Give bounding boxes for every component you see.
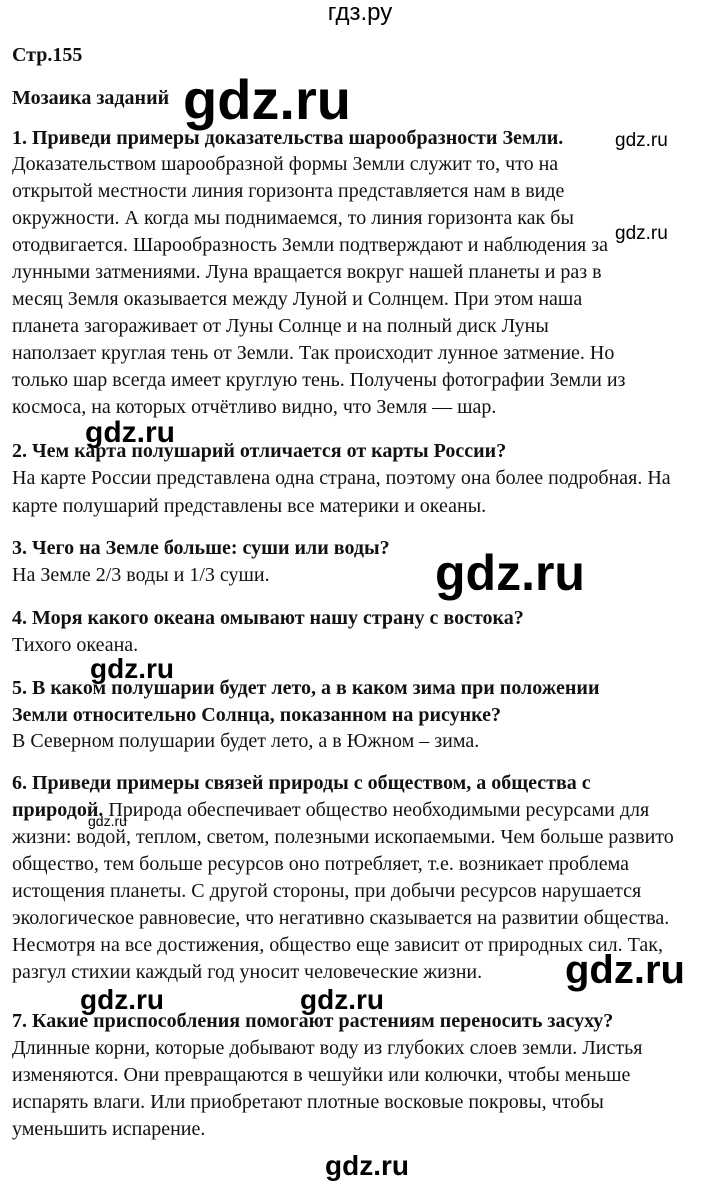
- answer-line: открытой местности линия горизонта представляется нам в виде: [12, 180, 565, 202]
- answer-text: Природа обеспечивает общество необходимыми ресурсами для: [108, 799, 650, 821]
- answer-line: Тихого океана.: [12, 634, 139, 656]
- watermark: gdz.ru: [435, 545, 585, 601]
- watermark: gdz.ru: [565, 948, 685, 992]
- answer-line: истощения планеты. С другой стороны, при добычи ресурсов нарушается: [12, 880, 642, 902]
- answer-line: космоса, на которых отчётливо видно, что Земля — шар.: [12, 396, 497, 418]
- task-2-question: 2. Чем карта полушарий отличается от карты России?: [12, 440, 507, 462]
- watermark: gdz.ru: [325, 1150, 409, 1181]
- watermark: gdz.ru: [300, 984, 384, 1015]
- task-4-question: 4. Моря какого океана омывают нашу страну с востока?: [12, 607, 524, 629]
- task-5-question: 5. В каком полушарии будет лето, а в каком зима при положении: [12, 677, 600, 699]
- watermark: gdz.ru: [615, 130, 668, 151]
- task-1-question: 1. Приведи примеры доказательства шарообразности Земли.: [12, 127, 564, 149]
- site-header: гдз.ру: [327, 0, 393, 26]
- watermark: gdz.ru: [88, 813, 127, 829]
- answer-line: окружности. А когда мы поднимаемся, то линия горизонта как бы: [12, 207, 574, 229]
- answer-line: лунными затмениями. Луна вращается вокруг нашей планеты и раз в: [12, 261, 602, 283]
- answer-line: только шар всегда имеет круглую тень. Получены фотографии Земли из: [12, 369, 626, 391]
- answer-line: На Земле 2/3 воды и 1/3 суши.: [12, 564, 270, 586]
- watermark: gdz.ru: [90, 653, 174, 684]
- answer-line: разгул стихии каждый год уносит человеческие жизни.: [12, 961, 483, 983]
- task-5-question: Земли относительно Солнца, показанном на рисунке?: [12, 704, 502, 726]
- answer-line: наползает круглая тень от Земли. Так происходит лунное затмение. Но: [12, 342, 615, 364]
- answer-line: отодвигается. Шарообразность Земли подтверждают и наблюдения за: [12, 234, 608, 256]
- page-label: Стр.155: [12, 44, 83, 66]
- task-6-question: 6. Приведи примеры связей природы с обществом, а общества с: [12, 772, 591, 794]
- answer-line: Длинные корни, которые добывают воду из глубоких слоев земли. Листья: [12, 1037, 643, 1059]
- watermark: gdz.ru: [183, 68, 351, 131]
- answer-line: экологическое равновесие, что негативно сказывается на развитии общества.: [12, 907, 670, 929]
- answer-line: общество, тем больше ресурсов оно потребляет, т.е. возникает проблема: [12, 853, 629, 875]
- answer-line: месяц Земля оказывается между Луной и Солнцем. При этом наша: [12, 288, 583, 310]
- task-7-question: 7. Какие приспособления помогают растениям переносить засуху?: [12, 1010, 614, 1032]
- answer-line: жизни: водой, теплом, светом, полезными ископаемыми. Чем больше развито: [12, 826, 674, 848]
- answer-line: планета загораживает от Луны Солнце и на полный диск Луны: [12, 315, 549, 337]
- answer-line: На карте России представлена одна страна, поэтому она более подробная. На: [12, 467, 671, 489]
- task-3-question: 3. Чего на Земле больше: суши или воды?: [12, 537, 390, 559]
- watermark: gdz.ru: [80, 984, 164, 1015]
- answer-line: уменьшить испарение.: [12, 1118, 206, 1140]
- watermark: gdz.ru: [615, 223, 668, 244]
- watermark: gdz.ru: [85, 416, 175, 449]
- answer-line: изменяются. Они превращаются в чешуйки или колючки, чтобы меньше: [12, 1064, 631, 1086]
- task-6-question: природой.: [12, 799, 104, 821]
- answer-line: карте полушарий представлены все материки и океаны.: [12, 495, 487, 517]
- answer-line: Несмотря на все достижения, общество еще зависит от природных сил. Так,: [12, 934, 663, 956]
- answer-line: испарять влаги. Или приобретают плотные восковые покровы, чтобы: [12, 1091, 604, 1113]
- answer-line: В Северном полушарии будет лето, а в Южном – зима.: [12, 730, 480, 752]
- answer-line: Доказательством шарообразной формы Земли служит то, что на: [12, 153, 559, 175]
- section-title: Мозаика заданий: [12, 87, 170, 109]
